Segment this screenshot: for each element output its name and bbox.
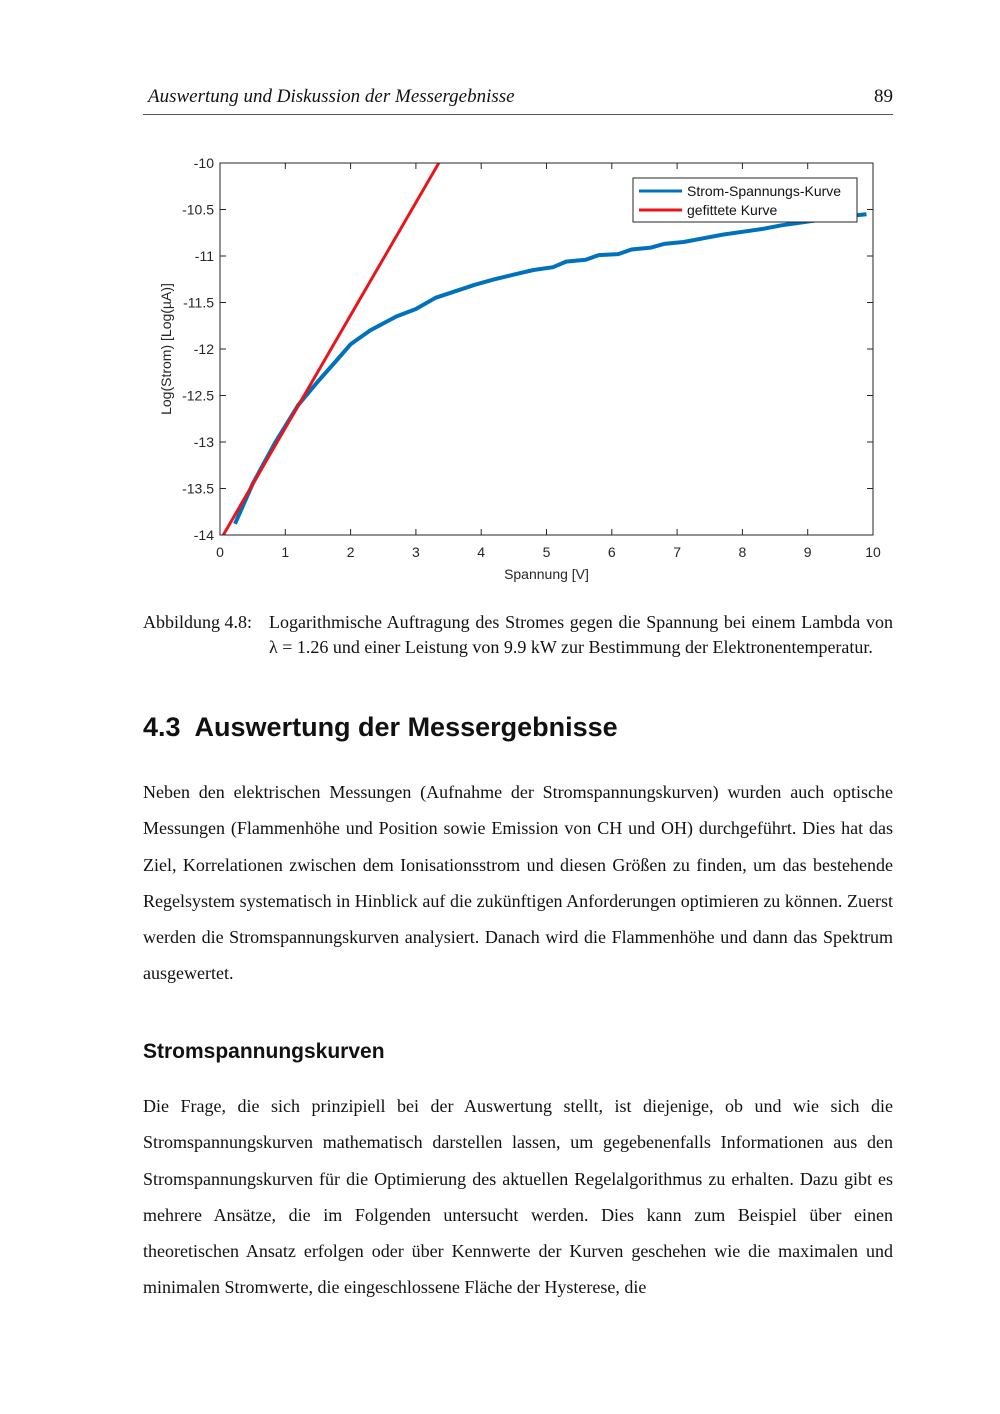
y-axis-label: Log(Strom) [Log(µA)] [158,283,174,415]
x-tick-label: 4 [477,544,486,560]
paragraph: Neben den elektrischen Messungen (Aufnahme der Stromspannungskurven) wurden auch optische Messungen (Flammenhöhe und Position sowie Emission von CH und OH) durchgeführt. Dies hat das Ziel, Korrelationen zwischen dem Ionisationsstrom und diesen Größen zu finden, um das bestehende Regelsystem systematisch in Hinblick auf die zukünftigen Anforderungen optimieren zu können. Zuerst werden die Stromspannungskurven analysiert. Danach wird die Flammenhöhe und dann das Spektrum ausgewertet. [143,782,893,984]
running-header-title: Auswertung und Diskussion der Messergebnisse [148,86,515,107]
y-tick-label: -11 [194,248,214,264]
figure-label: Abbildung 4.8: [143,612,253,632]
y-tick-label: -12 [193,341,214,357]
x-tick-label: 3 [412,544,420,560]
x-tick-label: 1 [281,544,290,560]
section-title: Auswertung der Messergebnisse [194,712,618,742]
legend-label: Strom-Spannungs-Kurve [687,183,842,199]
x-tick-label: 10 [865,544,881,560]
section-heading [143,712,618,743]
y-tick-label: -11.5 [183,294,214,311]
figure-chart [150,150,890,590]
y-tick-label: -14 [193,527,214,543]
x-tick-label: 9 [803,544,812,560]
x-tick-label: 6 [607,544,616,560]
series-line-strom-spannungs-kurve [235,214,867,524]
paragraph: Die Frage, die sich prinzipiell bei der Auswertung stellt, ist diejenige, ob und wie sich die Stromspannungskurven mathematisch darstellen lassen, um gegebenenfalls Informationen aus den Stromspannungskurven für die Optimierung des aktuellen Regelalgorithmus zu erhalten. Dazu gibt es mehrere Ansätze, die im Folgenden untersucht werden. Dies kann zum Beispiel über einen theoretischen Ansatz erfolgen oder über Kennwerte der Kurven geschehen wie die maximalen und minimalen Stromwerte, die eingeschlossene Fläche der Hysterese, die [143,1096,893,1298]
x-tick-label: 0 [216,544,224,560]
legend-label: gefittete Kurve [687,202,778,218]
line-chart [150,150,890,590]
running-header [143,84,893,115]
figure-caption-text: Logarithmische Auftragung des Stromes gegen die Spannung bei einem Lambda von λ = 1.26 und einer Leistung von 9.9 kW zur Bestimmung der Elektronentemperatur. [269,612,893,657]
series-line-gefittete-kurve [223,163,438,535]
y-tick-label: -10 [193,155,214,171]
x-tick-label: 2 [346,544,355,560]
subsection-heading: Stromspannungskurven [143,1040,385,1063]
section-number: 4.3 [143,712,181,742]
y-tick-label: -13 [193,434,214,450]
page-number: 89 [874,86,893,107]
x-tick-label: 8 [738,544,747,560]
x-tick-label: 5 [542,544,551,560]
x-axis-label: Spannung [V] [504,566,589,582]
x-tick-label: 7 [673,544,681,560]
y-tick-label: -13.5 [182,480,214,497]
y-tick-label: -12.5 [182,387,214,404]
y-tick-label: -10.5 [182,201,214,218]
